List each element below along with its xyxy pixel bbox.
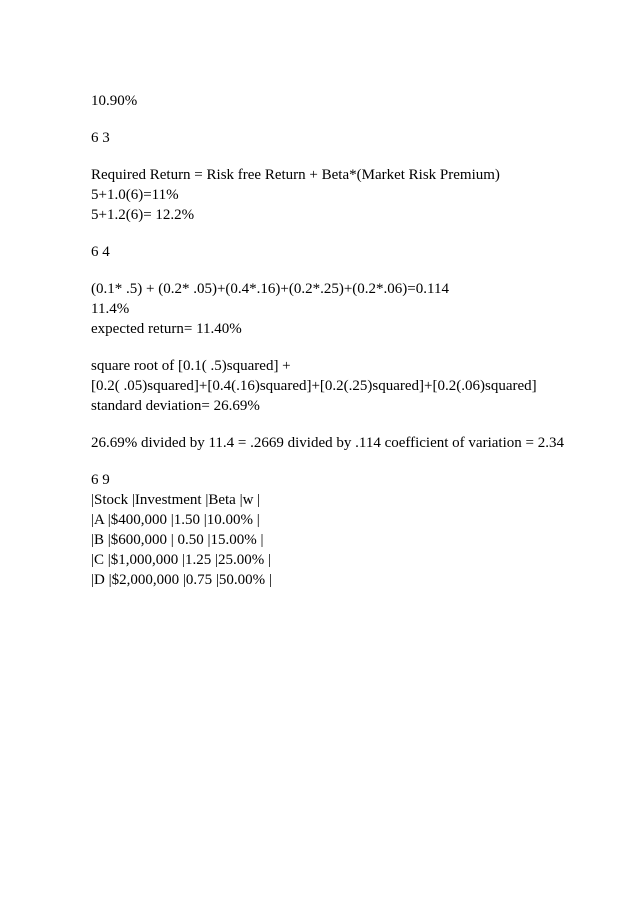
problem-number: 6 4 [91,244,110,260]
problem-number-6-4 [91,242,611,262]
problem-number: 6 3 [91,130,110,146]
text-line: expected return= 11.40% [91,321,242,337]
table-row: |B |$600,000 | 0.50 |15.00% | [91,532,264,548]
paragraph-gap [91,453,611,470]
problem-number-6-3 [91,128,611,148]
text-line: standard deviation= 26.69% [91,398,260,414]
text-line: 5+1.0(6)=11% [91,187,179,203]
text-line: Required Return = Risk free Return + Beta*(Market Risk Premium) [91,167,500,183]
paragraph-result [91,91,611,111]
paragraph-portfolio-table [91,470,611,590]
paragraph-standard-deviation [91,356,611,416]
table-row: |D |$2,000,000 |0.75 |50.00% | [91,572,272,588]
table-row: |C |$1,000,000 |1.25 |25.00% | [91,552,272,568]
problem-number: 6 9 [91,472,110,488]
paragraph-gap [91,225,611,242]
table-row: |A |$400,000 |1.50 |10.00% | [91,512,260,528]
table-header-row: |Stock |Investment |Beta |w | [91,492,261,508]
paragraph-coefficient-of-variation [91,433,611,453]
text-line: (0.1* .5) + (0.2* .05)+(0.4*.16)+(0.2*.25)+(0.2*.06)=0.114 [91,281,449,297]
paragraph-gap [91,339,611,356]
text-line: 5+1.2(6)= 12.2% [91,207,195,223]
paragraph-gap [91,111,611,128]
text-line: 11.4% [91,301,130,317]
text-line: 26.69% divided by 11.4 = .2669 divided by .114 coefficient of variation = 2.34 [91,435,564,451]
paragraph-expected-return [91,279,611,339]
text-line: [0.2( .05)squared]+[0.4(.16)squared]+[0.2(.25)squared]+[0.2(.06)squared] [91,378,537,394]
paragraph-gap [91,416,611,433]
text-line: 10.90% [91,93,138,109]
text-line: square root of [0.1( .5)squared] + [91,358,291,374]
document-body [91,91,611,590]
paragraph-required-return [91,165,611,225]
paragraph-gap [91,148,611,165]
paragraph-gap [91,262,611,279]
